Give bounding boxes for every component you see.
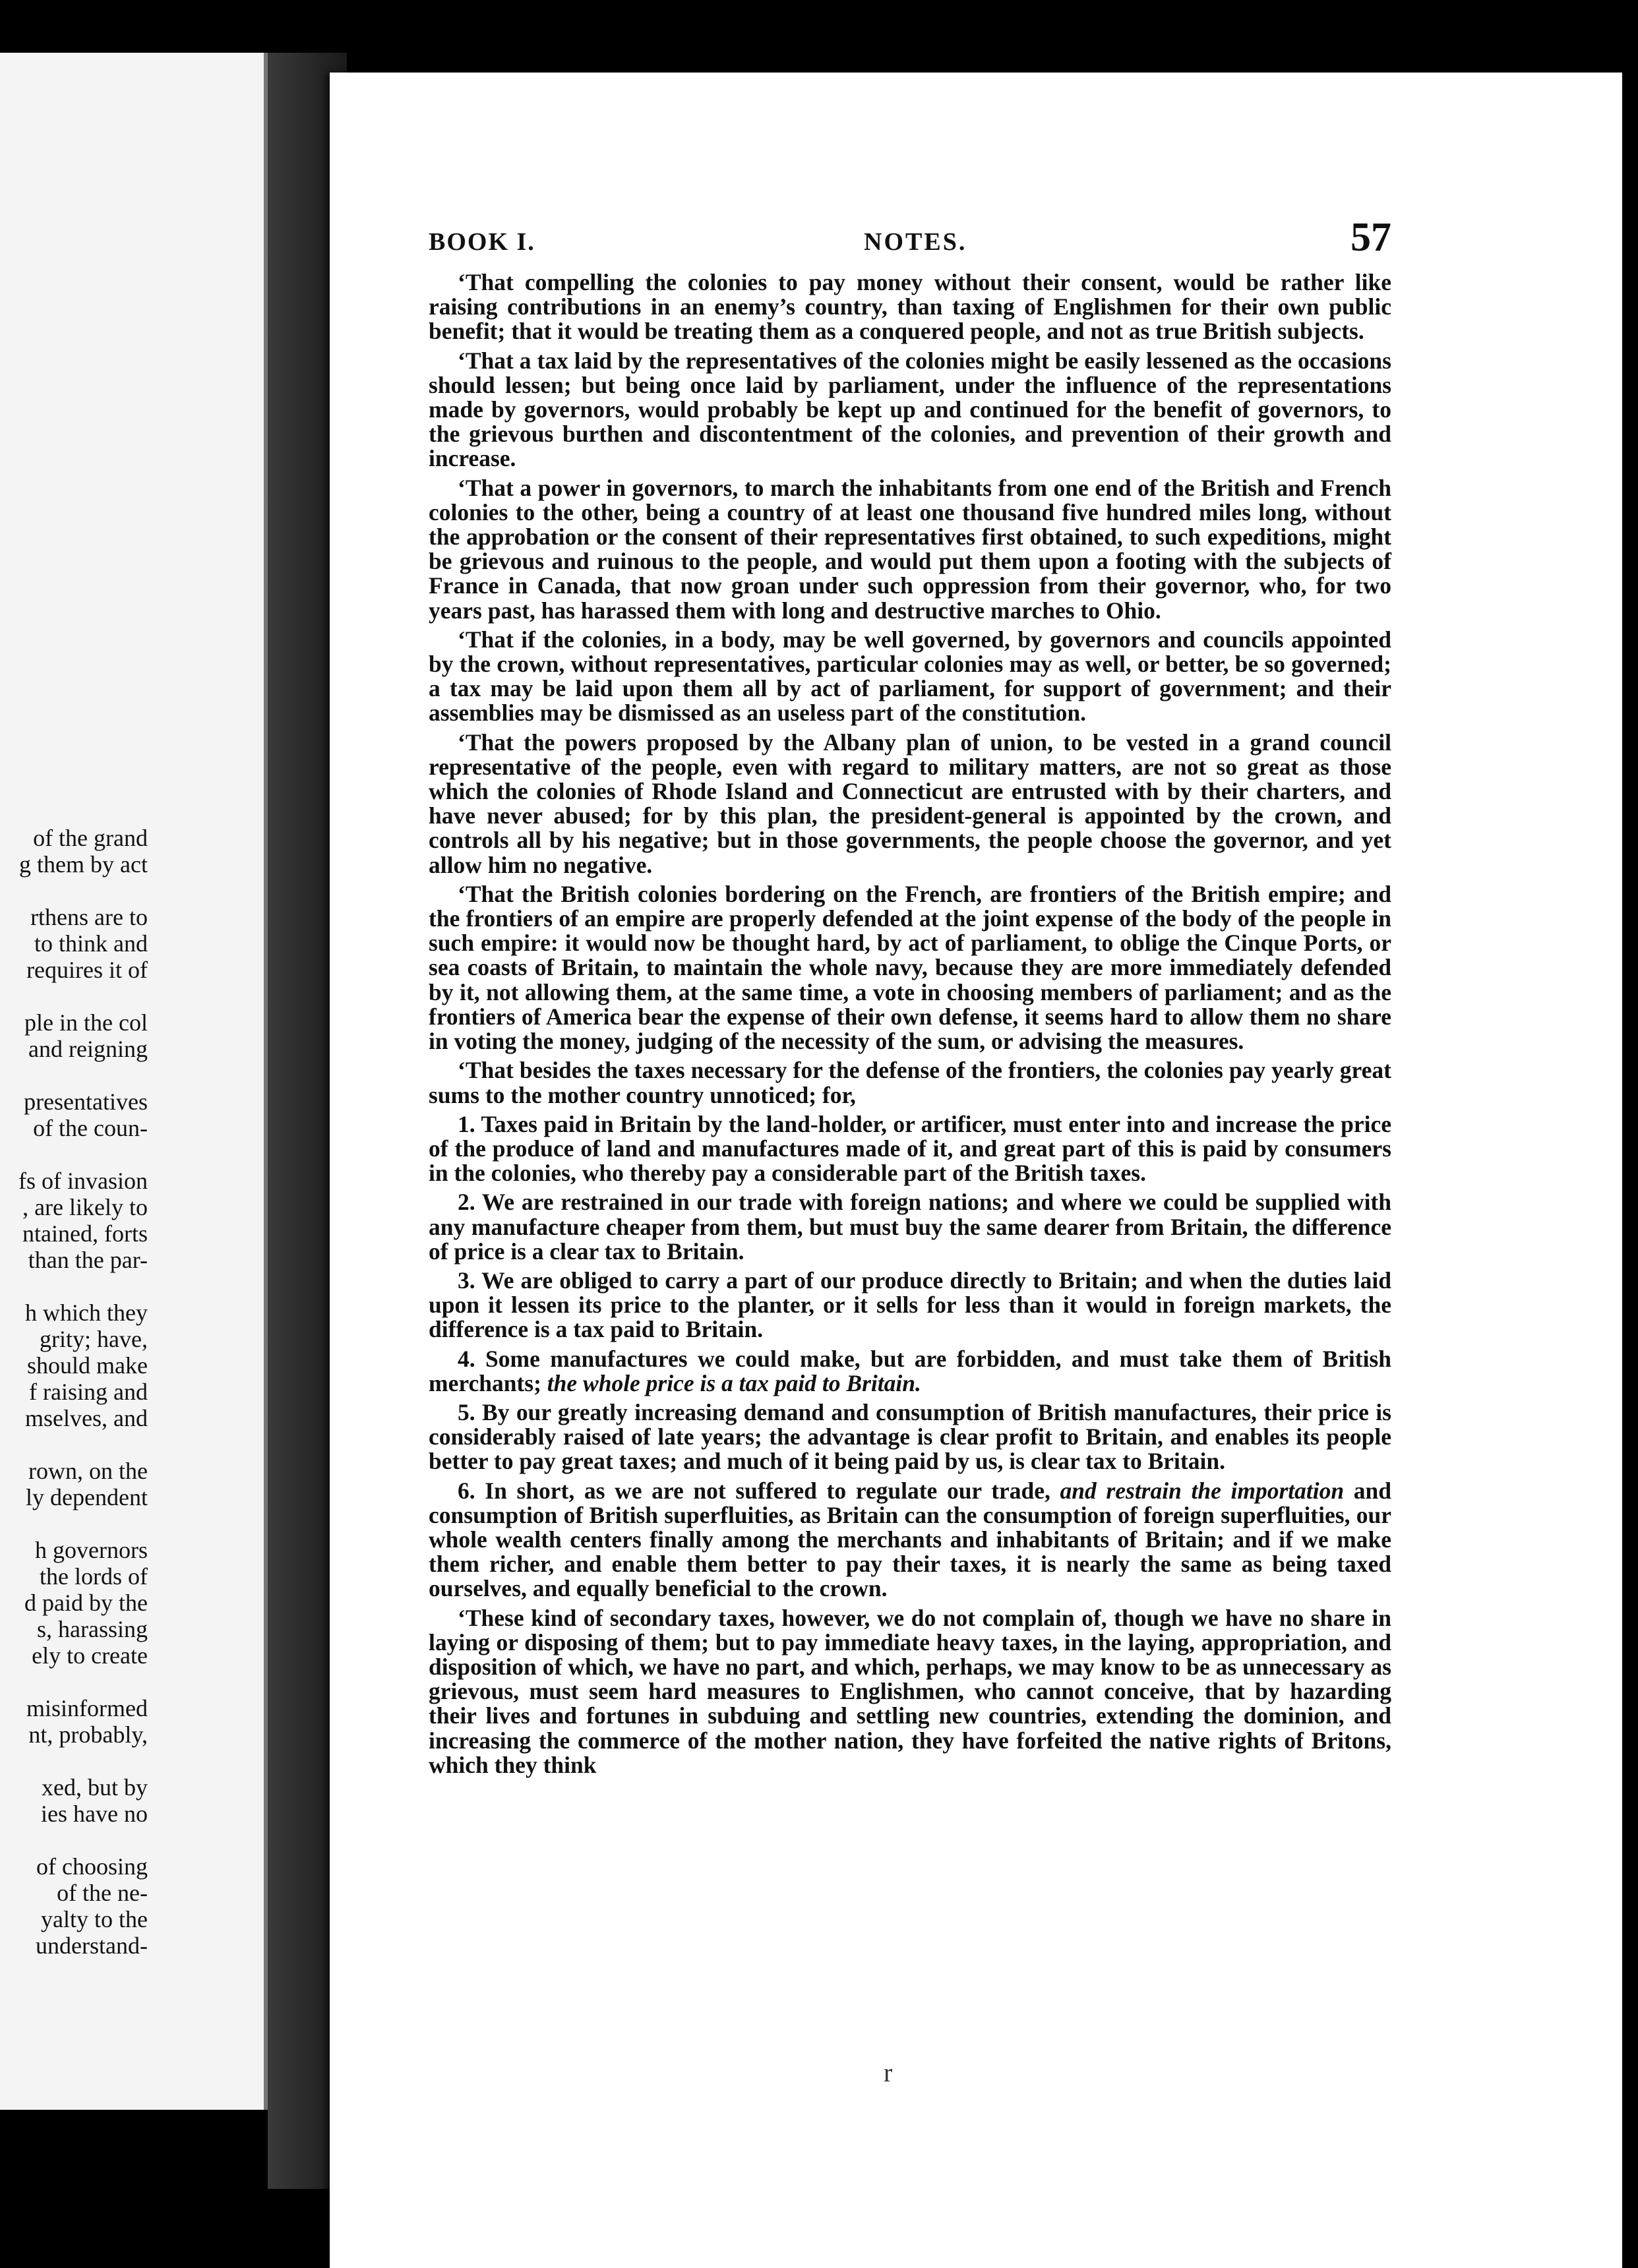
facing-page-line: h which they <box>25 1299 148 1326</box>
facing-page-line: rthens are to <box>30 904 148 930</box>
facing-page-line: xed, but by <box>42 1774 148 1801</box>
facing-page-line: presentatives <box>24 1089 148 1115</box>
facing-page-line: g them by act <box>19 851 148 878</box>
facing-page-line: understand- <box>36 1932 148 1959</box>
book-label: BOOK I. <box>429 228 535 256</box>
facing-page-line: h governors <box>35 1537 148 1563</box>
italic-phrase: and restrain the importation <box>1060 1477 1345 1504</box>
signature-mark: r <box>884 2058 893 2087</box>
numbered-item: 2. We are restrained in our trade with foreign nations; and where we could be supplied with any manufacture cheaper from them, but must buy the same dearer from Britain, the difference of price is a clear tax to Britain. <box>429 1189 1391 1265</box>
paragraph: ‘That if the colonies, in a body, may be well governed, by governors and councils appointed by the crown, without representatives, particular colonies may as well, or better, be so governed; a tax may be laid upon them all by act of parliament, for support of government; and their assemblies may be dismissed as an useless part of the constitution. <box>429 626 1391 727</box>
paragraph: ‘That the British colonies bordering on the French, are frontiers of the British empire; and the frontiers of an empire are properly defended at the joint expense of the body of the people in such empire: it would now be thought hard, by act of parliament, to oblige the Cinque Ports, or sea coasts of Britain, to maintain the whole navy, because they are more immediately defended by it, not allowing them, at the same time, a vote in choosing members of parliament; and as the frontiers of America bear the expense of their own defense, it seems hard to allow them no share in voting the money, judging of the necessity of the sum, or advising the measures. <box>429 880 1391 1055</box>
facing-page-line: mselves, and <box>25 1405 148 1431</box>
facing-page-line: , are likely to <box>22 1194 148 1220</box>
paragraph: ‘That the powers proposed by the Albany plan of union, to be vested in a grand council representative of the people, even with regard to military matters, are not so great as those which the colonies of Rhode Island and Connecticut are entrusted with by their charters, and have never abused; for by this plan, the president-general is appointed by the crown, and controls all by his negative; but in those governments, the people choose the governor, and yet allow him no negative. <box>429 729 1391 878</box>
facing-page-line: requires it of <box>26 957 148 983</box>
numbered-item: 6. In short, as we are not suffered to regulate our trade, and restrain the importation and consumption of British superfluities, as Britain can the consumption of foreign superfluities, our whole wealth centers finally among the merchants and inhabitants of Britain; and if we make them richer, and enable them better to pay their taxes, it is nearly the same as being taxed ourselves, and equally beneficial to the crown. <box>429 1477 1392 1602</box>
facing-page-line: of choosing <box>36 1853 148 1880</box>
section-title: NOTES. <box>864 228 967 256</box>
facing-page-line: ly dependent <box>26 1484 148 1510</box>
facing-page-line: rown, on the <box>28 1458 148 1484</box>
facing-page-line: of the grand <box>33 825 148 851</box>
facing-page-line: to think and <box>34 930 148 957</box>
italic-phrase: the whole price is a tax paid to Britain. <box>547 1369 921 1396</box>
paragraph: ‘That a power in governors, to march the inhabitants from one end of the British and French colonies to the other, being a country of at least one thousand five hundred miles long, without the approbation or the consent of their representatives first obtained, to such expeditions, might be grievous and ruinous to the people, and would put them upon a footing with the subjects of France in Canada, that now groan under such oppression from their governor, who, for two years past, has harassed them with long and destructive marches to Ohio. <box>429 474 1391 624</box>
page-body <box>429 270 1391 1782</box>
facing-page-line: f raising and <box>29 1379 148 1405</box>
facing-page-line: should make <box>27 1352 148 1379</box>
book-page <box>330 73 1622 2268</box>
paragraph: ‘That besides the taxes necessary for the defense of the frontiers, the colonies pay yearly great sums to the mother country unnoticed; for, <box>429 1057 1391 1108</box>
facing-page-line: the lords of <box>40 1563 148 1590</box>
facing-page-line: and reigning <box>28 1036 148 1062</box>
numbered-item: 4. Some manufactures we could make, but are forbidden, and must take them of British merchants; the whole price is a tax paid to Britain. <box>429 1345 1391 1396</box>
facing-page-line: than the par- <box>28 1247 148 1273</box>
facing-page-line: ely to create <box>32 1642 148 1669</box>
paragraph: ‘These kind of secondary taxes, however, we do not complain of, though we have no share in laying or disposing of them; but to pay immediate heavy taxes, in the laying, appropriation, and disposition of which, we have no part, and which, perhaps, we may know to be as unnecessary as grievous, must seem hard measures to Englishmen, who cannot conceive, that by hazarding their lives and fortunes in subduing and settling new countries, extending the dominion, and increasing the commerce of the mother nation, they have forfeited the native rights of Britons, which they think <box>429 1604 1391 1778</box>
facing-page <box>0 53 268 2110</box>
running-head <box>429 214 1391 260</box>
paragraph: ‘That compelling the colonies to pay money without their consent, would be rather like raising contributions in an enemy’s country, than taxing of Englishmen for their own public benefit; that it would be treating them as a conquered people, and not as true British subjects. <box>429 269 1391 345</box>
numbered-item: 1. Taxes paid in Britain by the land-holder, or artificer, must enter into and increase the price of the produce of land and manufactures made of it, and great part of this is paid by consumers in the colonies, who thereby pay a considerable part of the British taxes. <box>429 1110 1391 1187</box>
facing-page-line: d paid by the <box>24 1590 148 1616</box>
facing-page-line: ies have no <box>41 1801 148 1827</box>
facing-page-line: ple in the col <box>24 1009 148 1036</box>
facing-page-line: s, harassing <box>37 1616 148 1642</box>
numbered-item: 3. We are obliged to carry a part of our produce directly to Britain; and when the duties laid upon it lessen its price to the planter, or it sells for less than it would in foreign markets, the difference is a tax paid to Britain. <box>429 1267 1391 1343</box>
facing-page-line: grity; have, <box>40 1326 148 1352</box>
facing-page-line: fs of invasion <box>18 1168 148 1194</box>
facing-page-line: yalty to the <box>41 1906 148 1932</box>
numbered-item: 5. By our greatly increasing demand and consumption of British manufactures, their price is considerably raised of late years; the advantage is clear profit to Britain, and enables its people better to pay great taxes; and much of it being paid by us, is clear tax to Britain. <box>429 1398 1391 1475</box>
facing-page-line: of the coun- <box>33 1115 148 1141</box>
paragraph: ‘That a tax laid by the representatives of the colonies might be easily lessened as the occasions should lessen; but being once laid by parliament, under the influence of the representations made by governors, would probably be kept up and continued for the benefit of governors, to the grievous burthen and discontentment of the colonies, and prevention of their growth and increase. <box>429 347 1391 472</box>
facing-page-line: ntained, forts <box>22 1220 148 1247</box>
facing-page-line: nt, probably, <box>28 1721 148 1748</box>
facing-page-line: misinformed <box>26 1695 148 1721</box>
facing-page-line: of the ne- <box>57 1880 148 1906</box>
page-number: 57 <box>1350 215 1391 260</box>
